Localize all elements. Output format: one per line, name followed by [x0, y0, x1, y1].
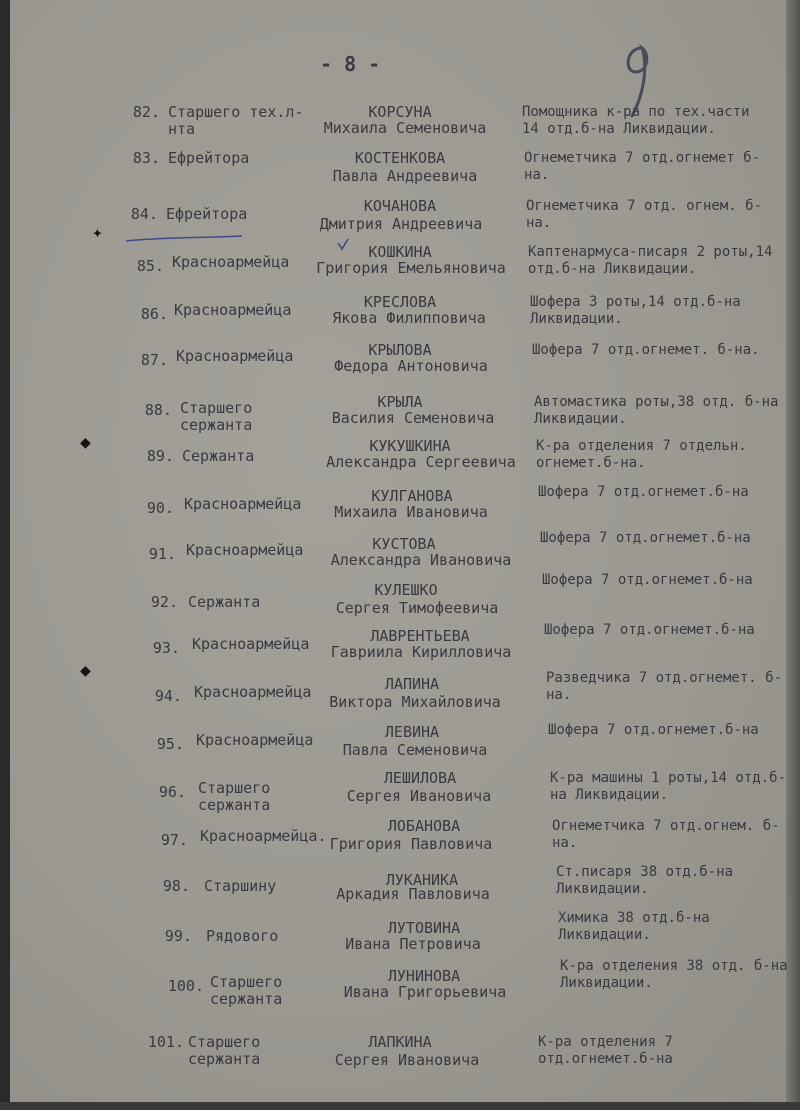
entry-unit: Огнеметчика 7 отд.огнем. б-на. — [552, 818, 780, 851]
entry-number: 101. — [147, 1033, 184, 1051]
entry-surname: КОСТЕНКОВА — [354, 149, 446, 167]
entry-given-name: Павла Андреевича — [332, 167, 478, 185]
entry-surname: КУЛГАНОВА — [371, 487, 453, 505]
entry-number: 89. — [146, 447, 174, 465]
entry-surname: КУЛЕШКО — [374, 581, 438, 599]
entry-rank: Красноармейца — [192, 635, 310, 653]
entry-unit: Автомастика роты,38 отд. б-на Ликвидации. — [534, 394, 779, 427]
entry-number: 96. — [158, 783, 186, 801]
entry-rank: Сержанта — [188, 593, 261, 611]
entry-given-name: Аркадия Павловича — [336, 885, 490, 903]
entry-given-name: Сергея Ивановича — [334, 1051, 480, 1069]
entry-rank: Красноармейца — [176, 347, 294, 365]
entry-given-name: Сергея Тимофеевича — [335, 599, 499, 617]
entry-rank: Старшего тех.л-нта — [168, 103, 304, 138]
entry-number: 87. — [140, 351, 168, 369]
entry-rank: Старшину — [204, 877, 277, 895]
entry-given-name: Александра Ивановича — [330, 551, 512, 569]
hole-punch-mark: ✦ — [92, 222, 103, 243]
entry-surname: ЛУКАНИКА — [385, 871, 459, 889]
entry-number: 82. — [132, 103, 160, 121]
entry-given-name: Григория Павловича — [329, 835, 493, 853]
entry-number: 98. — [162, 877, 190, 895]
entry-number: 88. — [144, 401, 172, 419]
entry-unit: Шофера 7 отд.огнемет.б-на — [548, 722, 759, 738]
entry-number: 99. — [164, 927, 192, 945]
entry-given-name: Федора Антоновича — [334, 357, 488, 375]
entry-rank: Рядового — [206, 927, 279, 945]
scan-edge-left — [0, 0, 10, 1110]
entry-surname: КРЕСЛОВА — [363, 293, 437, 311]
entry-surname: КРЫЛА — [377, 393, 423, 411]
entry-rank: Старшего сержанта — [188, 1033, 261, 1068]
entry-unit: Помощника к-ра по тех.части 14 отд.б-на Ликвидации. — [522, 104, 750, 137]
entry-rank: Красноармейца. — [200, 827, 327, 845]
entry-number: 91. — [148, 545, 176, 563]
entry-unit: К-ра отделения 7 отд.огнемет.б-на — [538, 1034, 673, 1067]
entry-number: 90. — [146, 499, 174, 517]
entry-given-name: Гавриила Кирилловича — [330, 643, 512, 661]
entry-given-name: Ивана Григорьевича — [343, 983, 507, 1001]
entry-surname: ЛУТОВИНА — [387, 919, 461, 937]
entry-surname: ЛАПИНА — [384, 675, 440, 693]
page-number: - 8 - — [320, 52, 381, 76]
entry-number: 94. — [154, 687, 182, 705]
entry-given-name: Александра Сергеевича — [326, 453, 516, 471]
entry-given-name: Михаила Ивановича — [334, 503, 488, 521]
entry-unit: Ст.писаря 38 отд.б-на Ликвидации. — [556, 864, 734, 897]
entry-surname: КОШКИНА — [368, 243, 432, 261]
entry-rank: Сержанта — [182, 447, 255, 465]
entry-unit: К-ра отделения 7 отдельн. огнемет.б-на. — [536, 438, 747, 471]
entry-unit: Шофера 7 отд.огнемет.б-на — [540, 530, 751, 546]
entry-unit: Каптенармуса-писаря 2 роты,14 отд.б-на Ликвидации. — [528, 244, 773, 277]
entry-unit: Шофера 7 отд.огнемет.б-на — [542, 572, 753, 588]
entry-surname: КУСТОВА — [372, 535, 436, 553]
entry-unit: Шофера 3 роты,14 отд.б-на Ликвидации. — [530, 294, 741, 327]
pencil-underline — [124, 234, 244, 244]
entry-given-name: Михаила Семеновича — [323, 119, 487, 137]
entry-unit: К-ра отделения 38 отд. б-на Ликвидации. — [560, 958, 788, 991]
entry-unit: Огнеметчика 7 отд.огнемет б-на. — [524, 150, 761, 183]
entry-number: 83. — [132, 149, 160, 167]
entry-surname: КРЫЛОВА — [368, 341, 432, 359]
entry-number: 86. — [140, 305, 168, 323]
entry-number: 92. — [150, 593, 178, 611]
entry-rank: Старшего сержанта — [210, 973, 283, 1008]
entry-surname: КОЧАНОВА — [363, 197, 437, 215]
entry-surname: ЛУНИНОВА — [387, 967, 461, 985]
entry-rank: Ефрейтора — [166, 205, 248, 223]
hole-punch-mark: ◆ — [80, 660, 91, 681]
entry-number: 93. — [152, 639, 180, 657]
entry-rank: Красноармейца — [196, 731, 314, 749]
entry-surname: КОРСУНА — [368, 103, 432, 121]
entry-number: 97. — [160, 831, 188, 849]
entry-rank: Красноармейца — [194, 683, 312, 701]
scan-edge-bottom — [0, 1102, 800, 1110]
entry-given-name: Василия Семеновича — [331, 409, 495, 427]
entry-surname: КУКУШКИНА — [369, 437, 451, 455]
entry-unit: Шофера 7 отд.огнемет.б-на — [538, 484, 749, 500]
entry-surname: ЛЕШИЛОВА — [383, 769, 457, 787]
entry-unit: Шофера 7 отд.огнемет. б-на. — [532, 342, 760, 358]
entry-given-name: Ивана Петровича — [345, 935, 481, 953]
entry-rank: Ефрейтора — [168, 149, 250, 167]
entry-number: 100. — [167, 977, 204, 995]
entry-surname: ЛАПКИНА — [368, 1033, 432, 1051]
entry-rank: Красноармейца — [174, 301, 292, 319]
entry-given-name: Григория Емельяновича — [316, 259, 506, 277]
hole-punch-mark: ◆ — [80, 432, 91, 453]
entry-unit: Химика 38 отд.б-на Ликвидации. — [558, 910, 710, 943]
entry-unit: К-ра машины 1 роты,14 отд.б-на Ликвидации. — [550, 770, 787, 803]
entry-surname: ЛЕВИНА — [384, 723, 440, 741]
entry-given-name: Сергея Ивановича — [346, 787, 492, 805]
entry-unit: Огнеметчика 7 отд. огнем. б-на. — [526, 198, 763, 231]
entry-number: 84. — [130, 205, 158, 223]
entry-given-name: Дмитрия Андреевича — [319, 215, 483, 233]
entry-rank: Красноармейца — [186, 541, 304, 559]
entry-given-name: Виктора Михайловича — [329, 693, 501, 711]
entry-rank: Старшего сержанта — [180, 399, 253, 434]
entry-given-name: Якова Филипповича — [332, 309, 486, 327]
entry-surname: ЛАВРЕНТЬЕВА — [370, 627, 470, 645]
entry-surname: ЛОБАНОВА — [387, 817, 461, 835]
entry-given-name: Павла Семеновича — [342, 741, 488, 759]
entry-unit: Шофера 7 отд.огнемет.б-на — [544, 622, 755, 638]
entry-number: 85. — [136, 257, 164, 275]
entry-rank: Красноармейца — [172, 253, 290, 271]
entry-rank: Старшего сержанта — [198, 779, 271, 814]
entry-rank: Красноармейца — [184, 495, 302, 513]
entry-number: 95. — [156, 735, 184, 753]
entry-unit: Разведчика 7 отд.огнемет. б-на. — [546, 670, 783, 703]
